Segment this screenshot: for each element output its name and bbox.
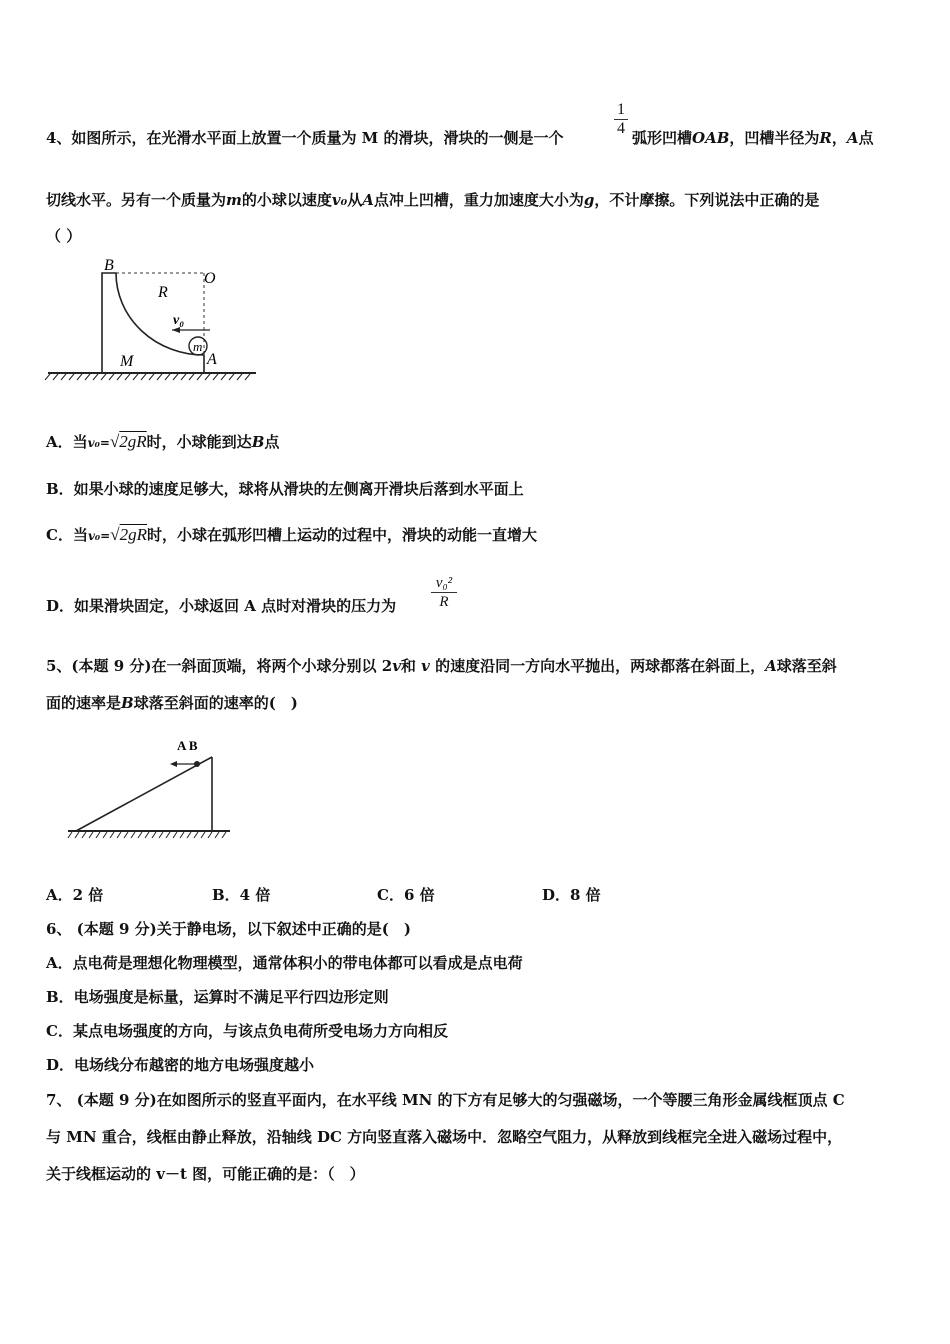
- q7-stem-line2: 与 MN 重合，线框由静止释放，沿轴线 DC 方向竖直落入磁场中．忽略空气阻力，从释放到线框完全进入磁场过程中，: [46, 1128, 843, 1146]
- q5-a: A: [765, 657, 777, 675]
- q4-text: 弧形凹槽: [632, 129, 693, 147]
- option-v0: v₀=: [87, 529, 111, 543]
- slider-block: [102, 273, 204, 373]
- frac-numerator: 1: [617, 101, 625, 118]
- q5-option-b: B．4 倍: [212, 886, 271, 904]
- q5-text: 和: [400, 657, 416, 675]
- sqrt-content: 2gR: [119, 432, 147, 451]
- sqrt-content: 2gR: [119, 525, 147, 544]
- q5-option-a: A．2 倍: [46, 886, 104, 904]
- q4-text: 点冲上凹槽，重力加速度大小为: [373, 191, 584, 209]
- q4-text: 从: [347, 191, 363, 209]
- q4-stem-line1-cont: [632, 128, 874, 148]
- q4-figure: [44, 255, 264, 385]
- sqrt-expression: √2gR: [109, 432, 147, 451]
- q4-r: R: [819, 129, 832, 147]
- q5-figure: [64, 735, 236, 845]
- q4-text: ，: [831, 129, 847, 147]
- q4-stem-line2: [46, 190, 819, 210]
- q6-option-c: C．某点电场强度的方向，与该点负电荷所受电场力方向相反: [46, 1022, 448, 1040]
- label-ab: A B: [177, 738, 198, 753]
- q4-option-d: D．如果滑块固定，小球返回 A 点时对滑块的压力为: [46, 597, 397, 615]
- q5-text: 面的速率是: [46, 694, 122, 712]
- q4-text: 点: [858, 129, 874, 147]
- q4-option-a: [46, 432, 279, 453]
- q6-option-b: B．电场强度是标量，运算时不满足平行四边形定则: [46, 988, 389, 1006]
- q4-option-c: [46, 525, 537, 546]
- label-b: B: [104, 257, 114, 274]
- option-text: 时，小球在弧形凹槽上运动的过程中，滑块的动能一直增大: [146, 526, 537, 544]
- q7-stem-line3: 关于线框运动的 v－t 图，可能正确的是：（ ）: [46, 1165, 365, 1183]
- q6-stem: 6、 (本题 9 分)关于静电场，以下叙述中正确的是( ): [46, 920, 411, 938]
- label-a: A: [207, 351, 217, 368]
- ground-hatch: [68, 832, 226, 838]
- q5-stem-line1: [46, 656, 837, 676]
- q4-text: 4、如图所示，在光滑水平面上放置一个质量为 M 的滑块，滑块的一侧是一个: [46, 129, 564, 147]
- throw-arrowhead: [170, 761, 177, 767]
- q5-option-c: C．6 倍: [377, 886, 435, 904]
- q4-quarter-fraction: [613, 101, 629, 138]
- q5-stem-line2: [46, 693, 298, 713]
- frac-numerator: v₀²: [435, 575, 453, 591]
- label-v0: v₀: [173, 313, 185, 328]
- q5-text: 5、(本题 9 分)在一斜面顶端，将两个小球分别以 2: [46, 657, 393, 675]
- q4-text: ，不计摩擦。下列说法中正确的是: [594, 191, 820, 209]
- q6-option-a: A．点电荷是理想化物理模型，通常体积小的带电体都可以看成是点电荷: [46, 954, 523, 972]
- q4-g: g: [583, 191, 595, 209]
- q4-option-d-fraction: [430, 574, 458, 611]
- sqrt-expression: √2gR: [110, 525, 147, 544]
- q4-m: m: [226, 191, 242, 209]
- q4-text: ，凹槽半径为: [729, 129, 820, 147]
- incline-slope: [76, 757, 212, 831]
- option-v0: v₀=: [87, 436, 110, 450]
- option-text: C．当: [46, 526, 88, 544]
- frac-denominator: 4: [617, 120, 625, 137]
- q6-option-d: D．电场线分布越密的地方电场强度越小: [46, 1056, 315, 1074]
- label-o: O: [204, 270, 216, 287]
- q4-answer-paren: （ ）: [46, 227, 82, 245]
- q4-oab: OAB: [692, 129, 730, 147]
- q4-text: 的小球以速度: [241, 191, 332, 209]
- frac-denominator: R: [439, 594, 449, 610]
- q5-v: v: [421, 657, 430, 675]
- q4-v0: v₀: [331, 191, 348, 209]
- q5-text: 球落至斜面的速率的( ): [133, 694, 298, 712]
- option-text: 时，小球能到达: [146, 433, 252, 451]
- option-text: A．当: [46, 433, 88, 451]
- q7-stem-line1: 7、 (本题 9 分)在如图所示的竖直平面内，在水平线 MN 的下方有足够大的匀强磁场，一个等腰三角形金属线框顶点 C: [46, 1091, 845, 1109]
- q5-option-d: D．8 倍: [542, 886, 601, 904]
- q4-a: A: [362, 191, 374, 209]
- q4-stem-line1: [46, 128, 564, 148]
- ground-hatch: [45, 374, 250, 380]
- q5-b: B: [121, 694, 134, 712]
- label-m: m: [193, 339, 203, 354]
- q5-text: 的速度沿同一方向水平抛出，两球都落在斜面上，: [435, 657, 766, 675]
- label-big-m: M: [120, 353, 134, 370]
- option-text: 点: [264, 433, 280, 451]
- q4-option-b: B．如果小球的速度足够大，球将从滑块的左侧离开滑块后落到水平面上: [46, 480, 524, 498]
- q5-text: 球落至斜: [776, 657, 837, 675]
- q4-text: 切线水平。另有一个质量为: [46, 191, 227, 209]
- q5-v: v: [392, 657, 401, 675]
- option-b-point: B: [251, 433, 265, 451]
- q4-a: A: [846, 129, 859, 147]
- label-r: R: [158, 284, 168, 301]
